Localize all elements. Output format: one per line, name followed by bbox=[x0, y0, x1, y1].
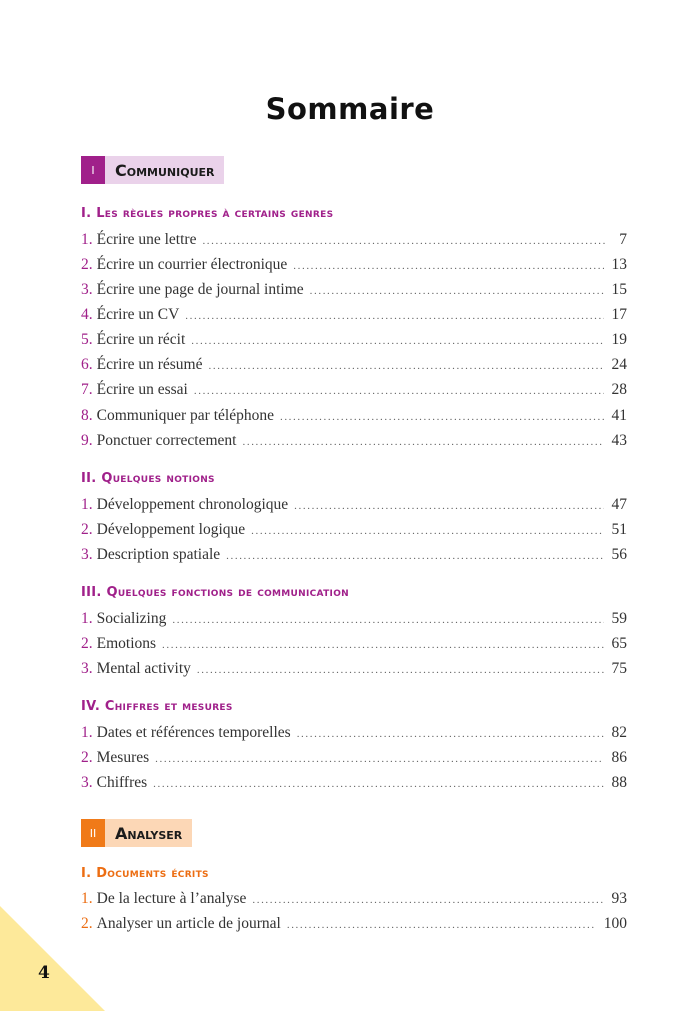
dot-leader bbox=[202, 230, 605, 252]
section-heading: I. Les règles propres à certains genres bbox=[81, 206, 334, 221]
dot-leader bbox=[153, 773, 603, 795]
dot-leader bbox=[155, 748, 603, 770]
entry-title: Communiquer par téléphone bbox=[96, 407, 274, 424]
entry-title: Socializing bbox=[96, 610, 167, 627]
toc-entry[interactable] bbox=[81, 913, 627, 935]
dot-leader bbox=[280, 406, 604, 428]
entry-page: 7 bbox=[619, 231, 627, 248]
entry-page: 28 bbox=[611, 381, 627, 398]
section-heading: II. Quelques notions bbox=[81, 471, 215, 486]
toc-entry[interactable] bbox=[81, 304, 627, 326]
entry-page: 65 bbox=[611, 635, 627, 652]
entry-page: 47 bbox=[611, 496, 627, 513]
entry-page: 93 bbox=[611, 890, 627, 907]
dot-leader bbox=[293, 255, 603, 277]
entry-title: Dates et références temporelles bbox=[96, 724, 291, 741]
dot-leader bbox=[162, 634, 603, 656]
entry-number: 6. bbox=[81, 356, 93, 373]
entry-number: 5. bbox=[81, 331, 93, 348]
entry-number: 3. bbox=[81, 546, 93, 563]
entry-title: Écrire un essai bbox=[96, 381, 188, 398]
part-header-analyser bbox=[81, 819, 192, 847]
dot-leader bbox=[251, 520, 603, 542]
entry-page: 15 bbox=[611, 281, 627, 298]
toc-entry[interactable] bbox=[81, 722, 627, 744]
part-number: I bbox=[81, 156, 105, 184]
entry-page: 59 bbox=[611, 610, 627, 627]
entry-number: 2. bbox=[81, 635, 93, 652]
toc-entry[interactable] bbox=[81, 405, 627, 427]
entry-title: Écrire un CV bbox=[96, 306, 180, 323]
entry-page: 41 bbox=[611, 407, 627, 424]
dot-leader bbox=[191, 330, 603, 352]
dot-leader bbox=[310, 280, 604, 302]
dot-leader bbox=[197, 659, 604, 681]
entry-page: 56 bbox=[611, 546, 627, 563]
section-heading: III. Quelques fonctions de communication bbox=[81, 585, 349, 600]
entry-title: Mental activity bbox=[96, 660, 191, 677]
entry-title: Mesures bbox=[96, 749, 150, 766]
entry-title: Écrire un récit bbox=[96, 331, 186, 348]
dot-leader bbox=[209, 355, 604, 377]
entry-number: 9. bbox=[81, 432, 93, 449]
page-title: Sommaire bbox=[265, 92, 435, 126]
toc-entry[interactable] bbox=[81, 888, 627, 910]
dot-leader bbox=[297, 723, 604, 745]
entry-number: 1. bbox=[81, 231, 93, 248]
entry-title: Écrire une lettre bbox=[96, 231, 197, 248]
entry-title: Écrire une page de journal intime bbox=[96, 281, 304, 298]
dot-leader bbox=[252, 889, 603, 911]
toc-entry[interactable] bbox=[81, 430, 627, 452]
entry-page: 100 bbox=[603, 915, 627, 932]
part-label: Analyser bbox=[105, 819, 192, 847]
entry-title: De la lecture à l’analyse bbox=[96, 890, 247, 907]
part-number: II bbox=[81, 819, 105, 847]
entry-number: 2. bbox=[81, 915, 93, 932]
toc-entry[interactable] bbox=[81, 633, 627, 655]
toc-entry[interactable] bbox=[81, 519, 627, 541]
section-heading: I. Documents écrits bbox=[81, 866, 209, 881]
entry-number: 2. bbox=[81, 521, 93, 538]
dot-leader bbox=[294, 495, 603, 517]
entry-number: 8. bbox=[81, 407, 93, 424]
toc-entry[interactable] bbox=[81, 354, 627, 376]
entry-page: 88 bbox=[611, 774, 627, 791]
entry-page: 86 bbox=[611, 749, 627, 766]
entry-number: 4. bbox=[81, 306, 93, 323]
toc-entry[interactable] bbox=[81, 608, 627, 630]
toc-entry[interactable] bbox=[81, 747, 627, 769]
entry-number: 7. bbox=[81, 381, 93, 398]
entry-title: Emotions bbox=[96, 635, 157, 652]
entry-title: Écrire un courrier électronique bbox=[96, 256, 288, 273]
entry-title: Développement logique bbox=[96, 521, 246, 538]
entry-number: 3. bbox=[81, 281, 93, 298]
dot-leader bbox=[185, 305, 603, 327]
entry-page: 13 bbox=[611, 256, 627, 273]
entry-title: Analyser un article de journal bbox=[96, 915, 281, 932]
entry-page: 43 bbox=[611, 432, 627, 449]
entry-number: 2. bbox=[81, 749, 93, 766]
dot-leader bbox=[287, 914, 596, 936]
dot-leader bbox=[194, 380, 604, 402]
toc-entry[interactable] bbox=[81, 329, 627, 351]
entry-title: Description spatiale bbox=[96, 546, 221, 563]
entry-number: 1. bbox=[81, 496, 93, 513]
part-label: Communiquer bbox=[105, 156, 224, 184]
entry-number: 2. bbox=[81, 256, 93, 273]
dot-leader bbox=[172, 609, 603, 631]
dot-leader bbox=[243, 431, 604, 453]
entry-page: 51 bbox=[611, 521, 627, 538]
entry-title: Ponctuer correctement bbox=[96, 432, 237, 449]
part-header-communiquer bbox=[81, 156, 224, 184]
toc-entry[interactable] bbox=[81, 772, 627, 794]
dot-leader bbox=[226, 545, 603, 567]
page-number: 4 bbox=[38, 963, 50, 983]
toc-entry[interactable] bbox=[81, 544, 627, 566]
entry-number: 1. bbox=[81, 724, 93, 741]
entry-page: 75 bbox=[611, 660, 627, 677]
toc-entry[interactable] bbox=[81, 229, 627, 251]
entry-page: 17 bbox=[611, 306, 627, 323]
toc-entry[interactable] bbox=[81, 254, 627, 276]
entry-title: Développement chronologique bbox=[96, 496, 289, 513]
entry-number: 1. bbox=[81, 610, 93, 627]
toc-entry[interactable] bbox=[81, 279, 627, 301]
toc-entry[interactable] bbox=[81, 658, 627, 680]
entry-number: 1. bbox=[81, 890, 93, 907]
entry-title: Écrire un résumé bbox=[96, 356, 203, 373]
entry-title: Chiffres bbox=[96, 774, 148, 791]
entry-number: 3. bbox=[81, 660, 93, 677]
entry-number: 3. bbox=[81, 774, 93, 791]
toc-entry[interactable] bbox=[81, 494, 627, 516]
section-heading: IV. Chiffres et mesures bbox=[81, 699, 233, 714]
toc-entry[interactable] bbox=[81, 379, 627, 401]
entry-page: 19 bbox=[611, 331, 627, 348]
entry-page: 82 bbox=[611, 724, 627, 741]
entry-page: 24 bbox=[611, 356, 627, 373]
